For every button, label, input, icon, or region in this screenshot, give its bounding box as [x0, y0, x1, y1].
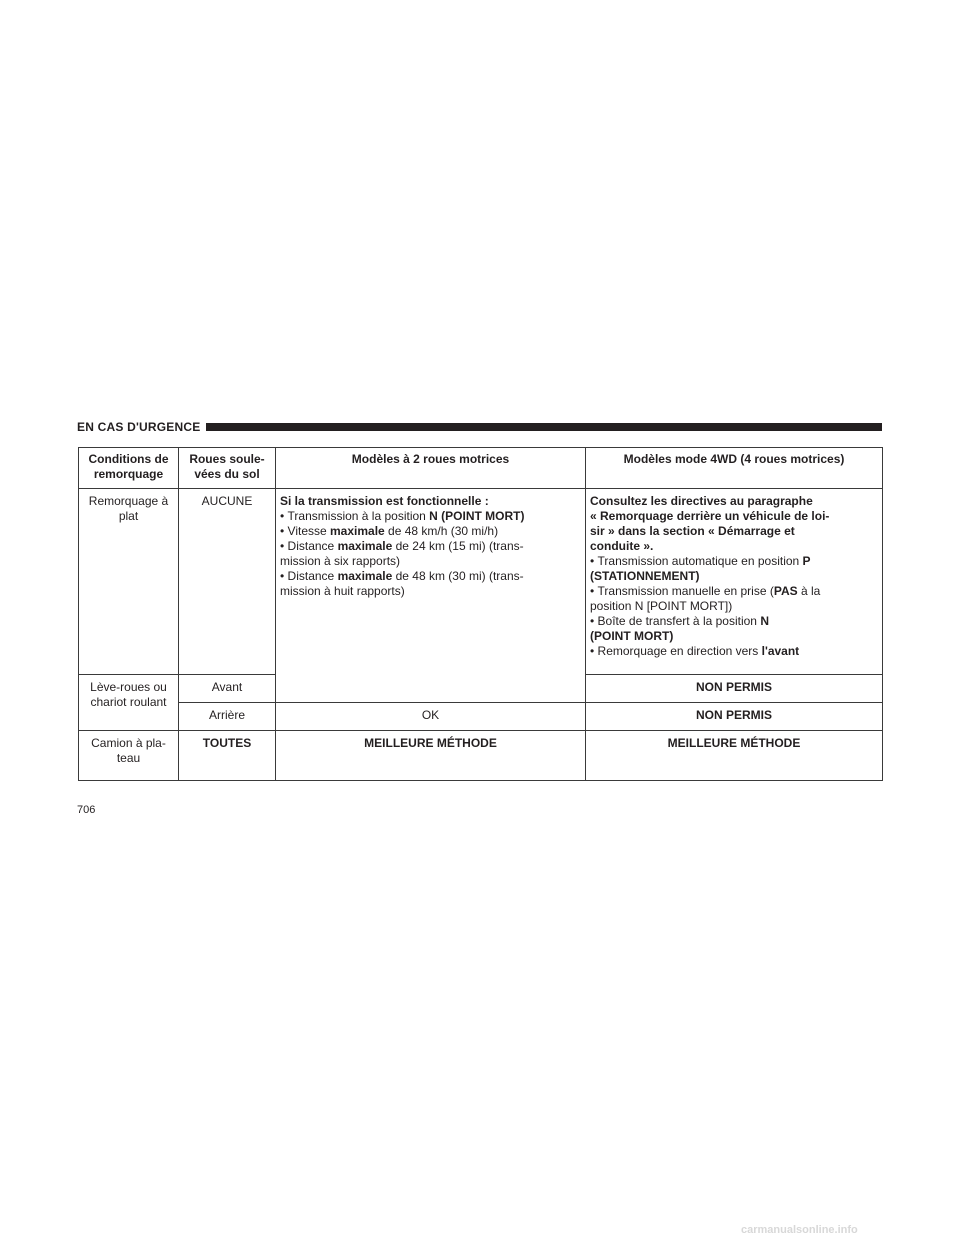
wheels-flat-tow: AUCUNE: [179, 489, 276, 675]
text: Vitesse: [287, 524, 331, 538]
text: de 48 km/h (30 mi/h): [384, 524, 499, 538]
page-number: 706: [77, 804, 96, 816]
column-header-wheels: Roues soule- vées du sol: [179, 448, 276, 489]
wheels-wheel-lift-front: Avant: [179, 675, 276, 703]
2wd-bullet-distance-eight: [280, 569, 581, 599]
2wd-bullet-distance-six: [280, 539, 581, 569]
watermark: carmanualsonline.info: [741, 1224, 858, 1236]
text-bold: maximale: [330, 524, 385, 538]
condition-wheel-lift: Lève-roues ou chariot roulant: [79, 675, 179, 731]
text-bold: PAS: [773, 584, 798, 598]
text: Boîte de transfert à la position: [597, 614, 761, 628]
column-header-conditions: Conditions de remorquage: [79, 448, 179, 489]
text-bold: maximale: [337, 539, 393, 553]
text: de 24 km (15 mi) (trans- mission à six rapports): [280, 539, 524, 568]
towing-conditions-table: [78, 447, 883, 781]
4wd-wheel-lift-front: NON PERMIS: [586, 675, 883, 703]
4wd-bullet-manual: [590, 584, 878, 614]
wheels-wheel-lift-rear: Arrière: [179, 703, 276, 731]
text: Transmission manuelle en prise (: [597, 584, 774, 598]
2wd-intro: Si la transmission est fonctionnelle :: [280, 494, 489, 508]
section-header: [77, 417, 882, 437]
text-bold: l'avant: [761, 644, 800, 658]
column-header-4wd: Modèles mode 4WD (4 roues motrices): [586, 448, 883, 489]
text-bold: maximale: [337, 569, 393, 583]
text: Distance: [287, 569, 338, 583]
text: Transmission à la position: [287, 509, 430, 523]
text: Transmission automatique en position: [597, 554, 803, 568]
text: à la position N [POINT MORT]): [590, 584, 821, 613]
text-bold: P (STATIONNEMENT): [590, 554, 811, 583]
condition-flatbed: Camion à pla- teau: [79, 731, 179, 781]
4wd-flatbed: MEILLEURE MÉTHODE: [586, 731, 883, 781]
4wd-intro: Consultez les directives au paragraphe « Remorquage derrière un véhicule de loi- sir » dans la section « Démarrage et conduite ».: [590, 494, 830, 553]
2wd-flatbed: MEILLEURE MÉTHODE: [276, 731, 586, 781]
table-row-flat-tow: [79, 489, 883, 675]
table-row-flatbed: [79, 731, 883, 781]
4wd-flat-tow-instructions: [586, 489, 883, 675]
section-title: EN CAS D'URGENCE: [77, 420, 201, 434]
condition-flat-tow: Remorquage à plat: [79, 489, 179, 675]
wheels-flatbed: TOUTES: [179, 731, 276, 781]
table-row-wheel-lift-rear: [79, 703, 883, 731]
4wd-bullet-transfer-case: [590, 614, 878, 644]
column-header-2wd: Modèles à 2 roues motrices: [276, 448, 586, 489]
4wd-wheel-lift-rear: NON PERMIS: [586, 703, 883, 731]
text-bold: N (POINT MORT): [429, 509, 525, 523]
text: de 48 km (30 mi) (trans- mission à huit rapports): [280, 569, 524, 598]
2wd-wheel-lift-rear: OK: [276, 703, 586, 731]
2wd-bullet-neutral: [280, 509, 581, 524]
table-header-row: [79, 448, 883, 489]
text: Distance: [287, 539, 338, 553]
text-bold: N (POINT MORT): [590, 614, 769, 643]
4wd-bullet-direction: [590, 644, 878, 659]
4wd-bullet-automatic: [590, 554, 878, 584]
2wd-bullet-speed: [280, 524, 581, 539]
text: Remorquage en direction vers: [597, 644, 762, 658]
header-rule: [206, 423, 882, 431]
2wd-flat-tow-instructions: [276, 489, 586, 703]
